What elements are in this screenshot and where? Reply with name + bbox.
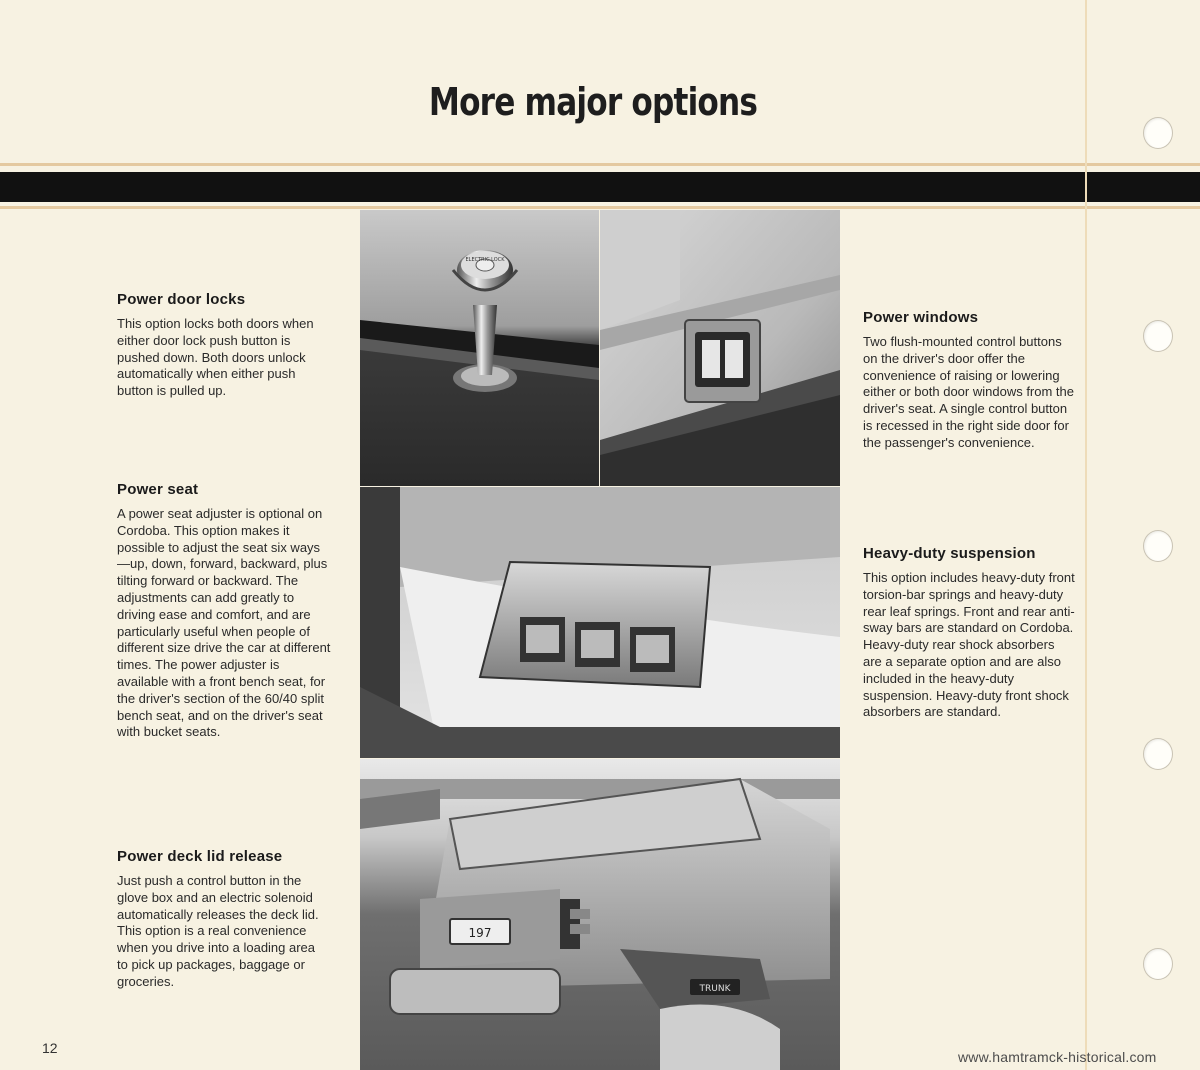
binder-hole — [1143, 948, 1173, 980]
door-lock-photo — [360, 210, 599, 486]
section-power-door-locks — [117, 291, 347, 400]
section-body: A power seat adjuster is optional on Cordoba. This option makes it possible to adjust the seat six ways—up, down, forward, backward, plus tilting forward or backward. The adjustments can add greatly to driving ease and comfort, and are particularly useful when people of different size drive the car at different times. The power adjuster is available with a front bench seat, for the driver's section of the 60/40 split bench seat, and on the driver's seat with bucket seats. — [117, 506, 331, 740]
section-body: Two flush-mounted control buttons on the driver's door offer the convenience of raising or lowering either or both door windows from the driver's seat. A single control button is recessed in the right side door for the passenger's convenience. — [863, 334, 1074, 450]
binder-hole — [1143, 117, 1173, 149]
section-power-deck-lid-release — [117, 848, 347, 991]
section-heading: Power deck lid release — [117, 848, 283, 865]
page-title: More major options — [428, 80, 758, 124]
page-number: 12 — [42, 1040, 58, 1056]
binder-hole — [1143, 320, 1173, 352]
door-lock-button-label: ELECTRIC LOCK — [465, 257, 505, 263]
section-heading: Power seat — [117, 481, 199, 498]
section-heading: Power windows — [863, 309, 979, 326]
section-body: This option includes heavy-duty front torsion-bar springs and heavy-duty rear leaf springs. Front and rear anti-sway bars are standard on Cordoba. Heavy-duty rear shock absorbers are a separate option and are also included in the heavy-duty suspension. Heavy-duty front shock absorbers are standard. — [863, 570, 1075, 720]
section-body: This option locks both doors when either door lock push button is pushed down. Both doors unlock automatically when either push button is pulled up. — [117, 316, 314, 399]
power-seat-switch-photo — [360, 487, 840, 758]
deck-lid-release-photo — [360, 759, 840, 1070]
watermark-text: www.hamtramck-historical.com — [958, 1049, 1157, 1065]
black-header-band — [0, 172, 1200, 202]
section-heavy-duty-suspension — [863, 545, 1093, 721]
binder-hole — [1143, 530, 1173, 562]
section-heading: Heavy-duty suspension — [863, 545, 1036, 562]
binder-hole — [1143, 738, 1173, 770]
license-plate-text: 197 — [468, 926, 492, 940]
binder-fold-line — [1085, 0, 1087, 1070]
section-power-windows — [863, 309, 1093, 452]
section-heading: Power door locks — [117, 291, 246, 308]
section-power-seat — [117, 481, 347, 741]
section-body: Just push a control button in the glove box and an electric solenoid automatically releases the deck lid. This option is a real convenience when you drive into a loading area to pick up packages, baggage or groceries. — [117, 873, 319, 989]
bottom-rule — [0, 206, 1200, 209]
trunk-button-label: TRUNK — [699, 984, 731, 994]
power-window-switch-photo — [600, 210, 840, 486]
top-rule — [0, 163, 1200, 166]
